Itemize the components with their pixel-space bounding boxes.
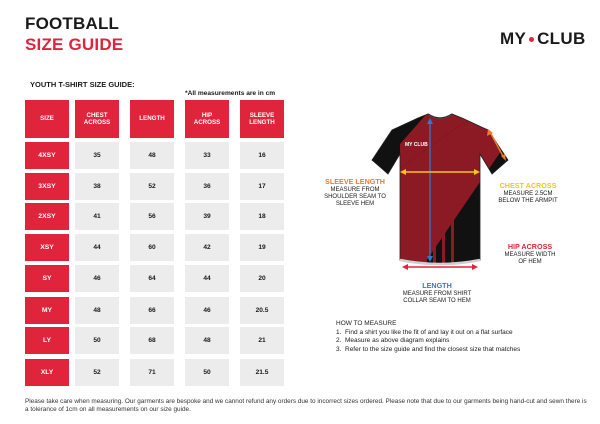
table-caption: YOUTH T-SHIRT SIZE GUIDE: bbox=[30, 80, 135, 89]
shirt-logo: MY CLUB bbox=[405, 142, 428, 148]
table-cell-chest: 52 bbox=[75, 359, 119, 386]
column-header: SLEEVE LENGTH bbox=[240, 100, 284, 138]
table-cell-hip: 36 bbox=[185, 173, 229, 200]
unit-note: *All measurements are in cm bbox=[185, 90, 276, 97]
brand-logo bbox=[500, 29, 586, 49]
how-to-step: 3. Refer to the size guide and find the closest size that matches bbox=[336, 345, 521, 353]
how-to-heading: HOW TO MEASURE bbox=[336, 320, 397, 327]
table-cell-hip: 33 bbox=[185, 142, 229, 169]
length-title: LENGTH bbox=[422, 281, 452, 290]
table-cell-length: 71 bbox=[130, 359, 174, 386]
how-to-step-text: Refer to the size guide and find the closest size that matches bbox=[345, 345, 521, 353]
table-cell-length: 60 bbox=[130, 234, 174, 261]
size-label-cell: LY bbox=[25, 327, 69, 354]
how-to-step: 2. Measure as above diagram explains bbox=[336, 337, 450, 345]
column-header: SIZE bbox=[25, 100, 69, 138]
table-cell-hip: 50 bbox=[185, 359, 229, 386]
sleeve-title: SLEEVE LENGTH bbox=[325, 177, 385, 186]
table-cell-chest: 48 bbox=[75, 297, 119, 324]
column-header: HIP ACROSS bbox=[185, 100, 229, 138]
table-cell-length: 48 bbox=[130, 142, 174, 169]
hip-annotation bbox=[480, 243, 580, 266]
table-cell-chest: 38 bbox=[75, 173, 119, 200]
sleeve-annotation bbox=[300, 178, 410, 208]
brand-logo-right: CLUB bbox=[537, 29, 586, 48]
table-cell-sleeve: 20.5 bbox=[240, 297, 284, 324]
table-cell-hip: 48 bbox=[185, 327, 229, 354]
column-header: CHEST ACROSS bbox=[75, 100, 119, 138]
chest-annotation bbox=[478, 182, 578, 205]
table-cell-sleeve: 21.5 bbox=[240, 359, 284, 386]
table-cell-sleeve: 16 bbox=[240, 142, 284, 169]
disclaimer: Please take care when measuring. Our garments are bespoke and we cannot refund any orders due to incorrect sizes ordered. Please note that due to our garments being hand-cut and sewn there is a tolerance of 1cm on all measurements on our size guide. bbox=[25, 398, 587, 414]
chest-desc: MEASURE 2.5CM BELOW THE ARMPIT bbox=[498, 190, 558, 204]
size-label-cell: XLY bbox=[25, 359, 69, 386]
table-cell-sleeve: 21 bbox=[240, 327, 284, 354]
table-cell-length: 64 bbox=[130, 265, 174, 292]
table-cell-length: 56 bbox=[130, 203, 174, 230]
how-to-measure bbox=[336, 320, 596, 355]
how-to-step-text: Measure as above diagram explains bbox=[345, 337, 450, 345]
table-cell-hip: 44 bbox=[185, 265, 229, 292]
length-desc: MEASURE FROM SHIRT COLLAR SEAM TO HEM bbox=[402, 290, 472, 304]
table-cell-hip: 46 bbox=[185, 297, 229, 324]
length-annotation bbox=[392, 282, 482, 305]
table-cell-sleeve: 17 bbox=[240, 173, 284, 200]
table-cell-sleeve: 18 bbox=[240, 203, 284, 230]
table-cell-sleeve: 20 bbox=[240, 265, 284, 292]
size-label-cell: 3XSY bbox=[25, 173, 69, 200]
table-cell-chest: 50 bbox=[75, 327, 119, 354]
size-label-cell: 4XSY bbox=[25, 142, 69, 169]
size-label-cell: XSY bbox=[25, 234, 69, 261]
size-label-cell: MY bbox=[25, 297, 69, 324]
table-cell-length: 52 bbox=[130, 173, 174, 200]
table-cell-chest: 46 bbox=[75, 265, 119, 292]
table-cell-chest: 35 bbox=[75, 142, 119, 169]
table-cell-chest: 41 bbox=[75, 203, 119, 230]
table-cell-sleeve: 19 bbox=[240, 234, 284, 261]
sleeve-desc: MEASURE FROM SHOULDER SEAM TO SLEEVE HEM bbox=[324, 186, 386, 208]
table-cell-chest: 44 bbox=[75, 234, 119, 261]
how-to-step-text: Find a shirt you like the fit of and lay it out on a flat surface bbox=[345, 328, 513, 336]
table-cell-length: 68 bbox=[130, 327, 174, 354]
brand-dot-icon bbox=[529, 37, 534, 42]
how-to-step: 1. Find a shirt you like the fit of and lay it out on a flat surface bbox=[336, 328, 513, 336]
table-cell-length: 66 bbox=[130, 297, 174, 324]
page-title: FOOTBALL bbox=[25, 14, 120, 33]
column-header: LENGTH bbox=[130, 100, 174, 138]
brand-logo-left: MY bbox=[500, 29, 527, 48]
hip-title: HIP ACROSS bbox=[507, 242, 553, 251]
table-cell-hip: 42 bbox=[185, 234, 229, 261]
size-label-cell: SY bbox=[25, 265, 69, 292]
table-cell-hip: 39 bbox=[185, 203, 229, 230]
hip-desc: MEASURE WIDTH OF HEM bbox=[504, 251, 556, 265]
size-label-cell: 2XSY bbox=[25, 203, 69, 230]
page-subtitle: SIZE GUIDE bbox=[25, 35, 124, 54]
chest-title: CHEST ACROSS bbox=[499, 181, 557, 190]
